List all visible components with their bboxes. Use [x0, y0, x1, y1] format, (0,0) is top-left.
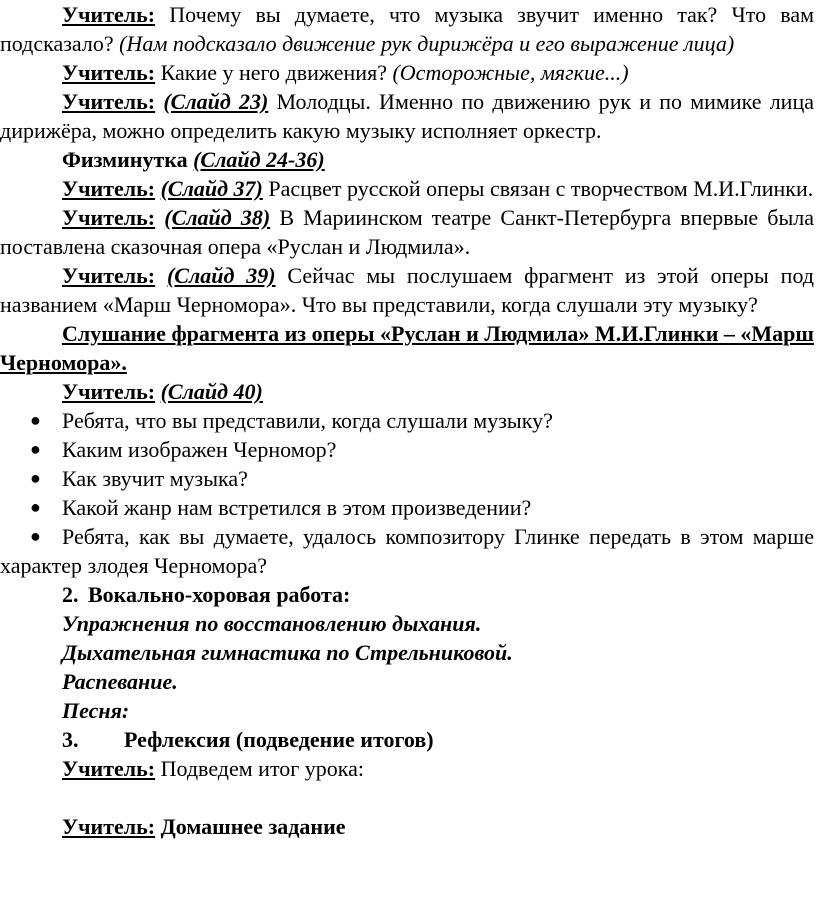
bullet-icon: ●	[30, 497, 41, 517]
list-item-text: Ребята, как вы думаете, удалось композитору Глинке передать в этом марше характер злодея Черномора?	[0, 524, 814, 578]
paragraph-slide-40	[0, 377, 814, 406]
answer-text: (Осторожные, мягкие...)	[392, 60, 629, 85]
section-3-heading	[0, 725, 814, 754]
paragraph-movements	[0, 58, 814, 87]
paragraph-fizminutka	[0, 145, 814, 174]
exercise-text: Распевание.	[62, 669, 178, 694]
list-item	[0, 406, 814, 435]
section-2-heading	[0, 580, 814, 609]
blank-line	[0, 783, 814, 812]
slide-ref: (Слайд 23)	[163, 89, 269, 114]
slide-ref: (Слайд 37)	[160, 176, 263, 201]
list-item-text: Ребята, что вы представили, когда слушали музыку?	[62, 408, 553, 433]
teacher-label: Учитель:	[62, 814, 156, 839]
bullet-icon: ●	[30, 468, 41, 488]
slide-ref: (Слайд 40)	[160, 379, 263, 404]
section-title: Вокально-хоровая работа:	[88, 582, 351, 607]
list-item	[0, 522, 814, 580]
answer-text: (Нам подсказало движение рук дирижёра и его выражение лица)	[119, 31, 735, 56]
exercise-text: Дыхательная гимнастика по Стрельниковой.	[62, 640, 513, 665]
paragraph-why-music	[0, 0, 814, 58]
paragraph-slide-37	[0, 174, 814, 203]
teacher-label: Учитель:	[62, 205, 156, 230]
exercise-text: Песня:	[62, 698, 130, 723]
listening-title: Слушание фрагмента из оперы «Руслан и Людмила» М.И.Глинки – «Марш Черномора».	[0, 321, 814, 375]
paragraph-slide-39	[0, 261, 814, 319]
list-item	[0, 435, 814, 464]
slide-ref: (Слайд 24-36)	[193, 147, 325, 172]
list-item-text: Какой жанр нам встретился в этом произведении?	[62, 495, 532, 520]
exercise-item	[0, 667, 814, 696]
paragraph-homework	[0, 812, 814, 841]
list-item-text: Каким изображен Черномор?	[62, 437, 337, 462]
section-title: Рефлексия (подведение итогов)	[124, 727, 434, 752]
exercise-item	[0, 696, 814, 725]
listening-heading	[0, 319, 814, 377]
paragraph-text: Молодцы. Именно по движению рук и по мимике лица дирижёра, можно определить какую музыку исполняет оркестр.	[0, 89, 814, 143]
paragraph-text: Почему вы думаете, что музыка звучит именно так? Что вам подсказало?	[0, 2, 814, 56]
paragraph-text: Какие у него движения?	[155, 60, 393, 85]
teacher-label: Учитель:	[62, 89, 156, 114]
paragraph-text: Подведем итог урока:	[155, 756, 365, 781]
paragraph-slide-23	[0, 87, 814, 145]
section-number: 2.	[62, 582, 79, 607]
paragraph-slide-38	[0, 203, 814, 261]
slide-ref: (Слайд 38)	[164, 205, 271, 230]
teacher-label: Учитель:	[62, 263, 156, 288]
list-item	[0, 493, 814, 522]
paragraph-text: Расцвет русской оперы связан с творчеством М.И.Глинки.	[262, 176, 814, 201]
section-number: 3.	[62, 727, 79, 752]
bullet-icon: ●	[30, 410, 41, 430]
paragraph-text: В Мариинском театре Санкт-Петербурга впервые была поставлена сказочная опера «Руслан и Людмила».	[0, 205, 815, 259]
paragraph-text: Сейчас мы послушаем фрагмент из этой оперы под названием «Марш Черномора». Что вы представили, когда слушали эту музыку?	[0, 263, 815, 317]
exercise-text: Упражнения по восстановлению дыхания.	[62, 611, 482, 636]
teacher-label: Учитель:	[62, 176, 156, 201]
teacher-label: Учитель:	[62, 2, 156, 27]
teacher-label: Учитель:	[62, 60, 156, 85]
teacher-label: Учитель:	[62, 379, 156, 404]
paragraph-summary	[0, 754, 814, 783]
exercise-item	[0, 609, 814, 638]
teacher-label: Учитель:	[62, 756, 156, 781]
exercise-item	[0, 638, 814, 667]
list-item-text: Как звучит музыка?	[62, 466, 248, 491]
homework-text: Домашнее задание	[155, 814, 346, 839]
slide-ref: (Слайд 39)	[166, 263, 276, 288]
fizminutka-label: Физминутка	[62, 147, 188, 172]
bullet-icon: ●	[30, 439, 41, 459]
bullet-icon: ●	[30, 526, 41, 546]
list-item	[0, 464, 814, 493]
